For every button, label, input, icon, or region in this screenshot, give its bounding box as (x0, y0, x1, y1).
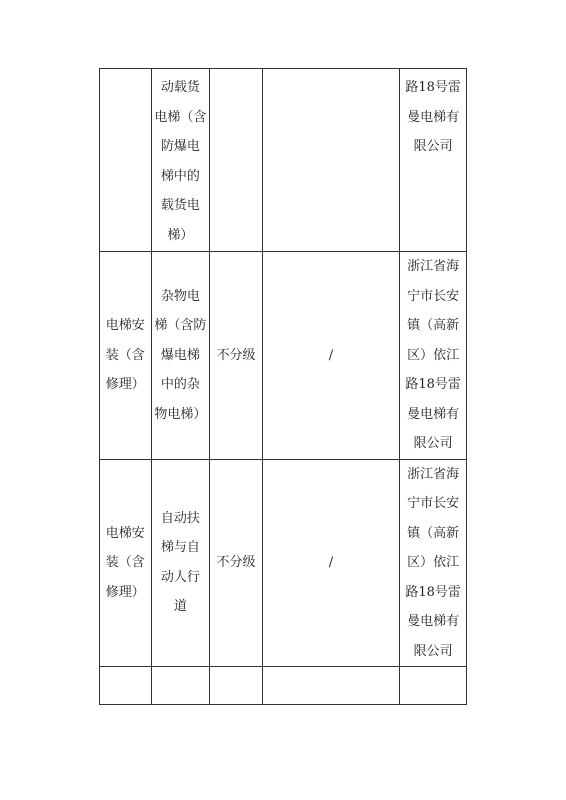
address-text-line: 限公司 (413, 436, 453, 451)
address-cell (400, 252, 467, 460)
type-text-line: 爆电梯 (160, 347, 200, 363)
address-cell (400, 667, 467, 705)
type-text-line: 道 (173, 599, 187, 615)
address-text-line: 曼电梯有 (407, 109, 460, 125)
address-cell (400, 459, 467, 667)
note-cell (262, 459, 399, 667)
grade-cell (210, 667, 263, 705)
type-cell (151, 252, 210, 460)
type-text-line: 梯（含防 (154, 318, 207, 333)
address-text-line: 宁市长安 (407, 496, 460, 511)
type-text-line: 梯） (167, 227, 194, 243)
address-text-line: 浙江省海 (407, 259, 460, 274)
category-text-line: 电梯安 (105, 318, 145, 333)
type-text-line: 电梯（含 (154, 109, 207, 125)
type-text-line: 中的杂 (160, 377, 200, 392)
table-body (100, 69, 467, 705)
type-cell (151, 69, 210, 252)
note-cell (262, 667, 399, 705)
type-text-line: 物电梯） (154, 406, 207, 422)
grade-text-line: 不分级 (216, 555, 256, 570)
type-text-line: 防爆电 (160, 139, 200, 154)
note-cell (262, 69, 399, 252)
category-cell (100, 667, 152, 705)
address-text-line: 区）依江 (407, 347, 460, 363)
address-text-line: 浙江省海 (407, 466, 460, 482)
category-text-line: 修理） (105, 377, 145, 392)
grade-cell (210, 459, 263, 667)
note-cell (262, 252, 399, 460)
table-row (100, 667, 467, 705)
grade-text-line: 不分级 (216, 347, 256, 363)
category-text-line: 电梯安 (105, 525, 145, 541)
address-text-line: 路18号雷 (405, 377, 461, 392)
type-text-line: 动载货 (160, 80, 200, 95)
grade-cell (210, 252, 263, 460)
license-scope-table (99, 68, 467, 705)
category-text-line: 装（含 (105, 555, 145, 570)
table-row (100, 459, 467, 667)
category-cell (100, 252, 152, 460)
category-text-line: 装（含 (105, 347, 145, 363)
address-text-line: 宁市长安 (407, 288, 460, 304)
category-cell (100, 69, 152, 252)
address-text-line: 区）依江 (407, 555, 460, 570)
category-text-line: 修理） (105, 584, 145, 600)
address-cell (400, 69, 467, 252)
address-text-line: 曼电梯有 (407, 406, 460, 422)
address-text-line: 限公司 (413, 643, 453, 659)
type-text-line: 杂物电 (160, 288, 200, 304)
note-text-line: / (328, 555, 334, 570)
address-text-line: 曼电梯有 (407, 614, 460, 629)
type-text-line: 梯中的 (160, 168, 200, 184)
type-text-line: 梯与自 (160, 540, 200, 556)
address-text-line: 路18号雷 (405, 584, 461, 600)
table-row (100, 252, 467, 460)
type-text-line: 动人行 (160, 569, 200, 585)
type-text-line: 载货电 (160, 198, 200, 213)
address-text-line: 路18号雷 (405, 80, 461, 95)
note-text-line: / (328, 347, 334, 363)
category-cell (100, 459, 152, 667)
table-row (100, 69, 467, 252)
type-cell (151, 667, 210, 705)
address-text-line: 镇（高新 (407, 525, 460, 541)
address-text-line: 镇（高新 (407, 318, 460, 333)
type-cell (151, 459, 210, 667)
grade-cell (210, 69, 263, 252)
type-text-line: 自动扶 (160, 510, 200, 526)
address-text-line: 限公司 (413, 139, 453, 154)
